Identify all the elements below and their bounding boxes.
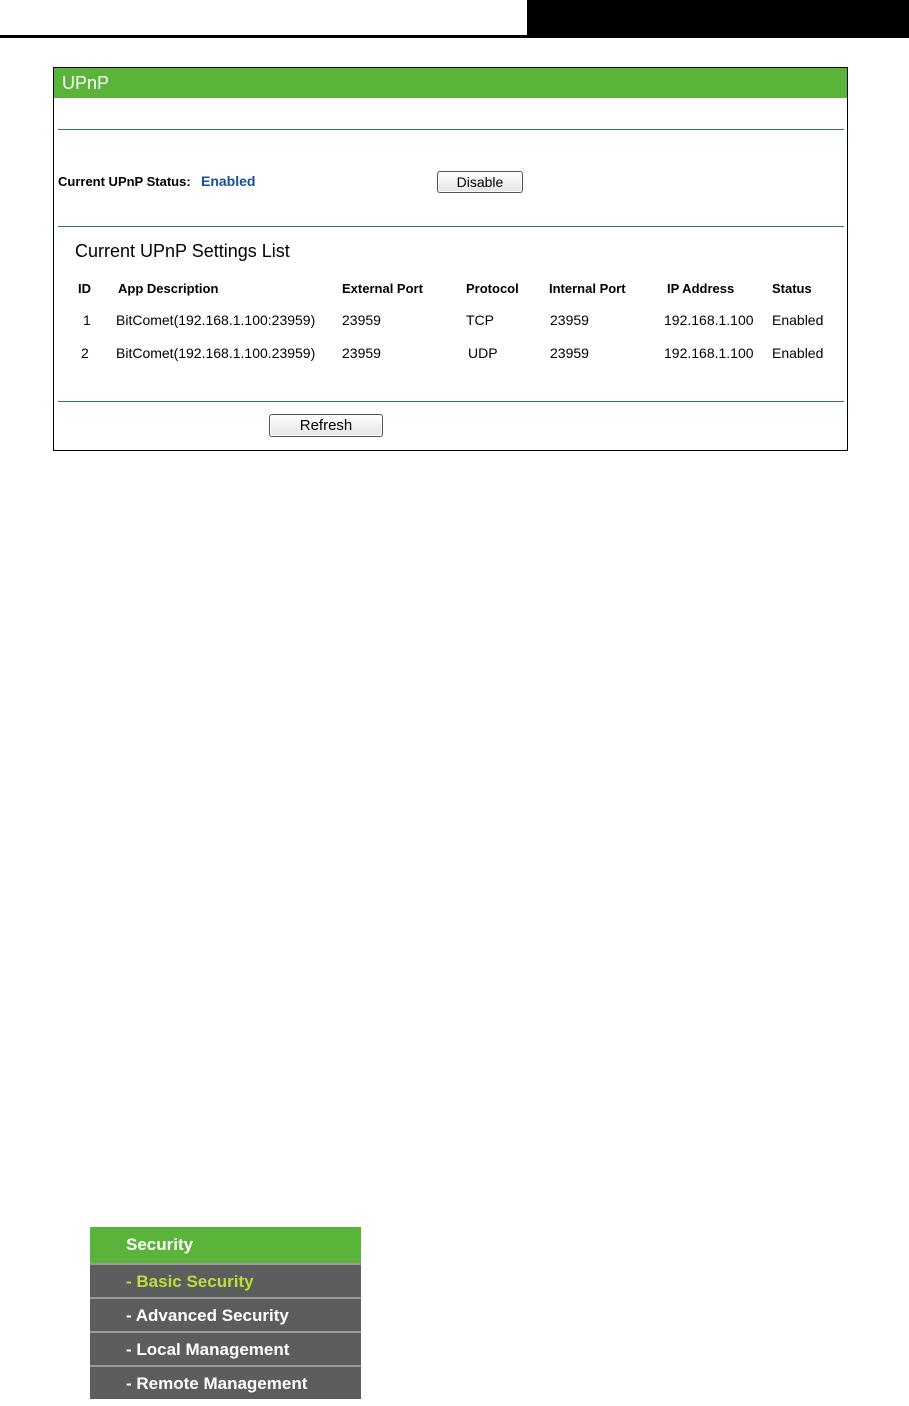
cell-protocol: TCP bbox=[466, 312, 494, 328]
cell-status: Enabled bbox=[772, 345, 824, 361]
column-header-id: ID bbox=[78, 281, 91, 296]
menu-item-remote-management[interactable]: - Remote Management bbox=[90, 1365, 361, 1399]
security-menu bbox=[90, 1227, 361, 1399]
upnp-panel bbox=[53, 67, 848, 451]
cell-app-description: BitComet(192.168.1.100.23959) bbox=[116, 345, 316, 361]
disable-button[interactable]: Disable bbox=[437, 171, 523, 193]
cell-internal-port: 23959 bbox=[550, 345, 589, 361]
refresh-button[interactable]: Refresh bbox=[269, 414, 383, 437]
panel-title: UPnP bbox=[54, 68, 847, 98]
column-header-external-port: External Port bbox=[342, 281, 423, 296]
cell-external-port: 23959 bbox=[342, 345, 381, 361]
divider bbox=[58, 226, 844, 227]
cell-app-description: BitComet(192.168.1.100:23959) bbox=[116, 312, 316, 328]
cell-status: Enabled bbox=[772, 312, 824, 328]
column-header-protocol: Protocol bbox=[466, 281, 519, 296]
header-black-bar bbox=[527, 0, 909, 38]
divider bbox=[58, 129, 844, 130]
column-header-internal-port: Internal Port bbox=[549, 281, 626, 296]
column-header-app-description: App Description bbox=[118, 281, 219, 296]
cell-external-port: 23959 bbox=[342, 312, 381, 328]
menu-title-security[interactable]: Security bbox=[90, 1227, 361, 1263]
cell-internal-port: 23959 bbox=[550, 312, 589, 328]
settings-list-title: Current UPnP Settings List bbox=[75, 241, 290, 261]
column-header-status: Status bbox=[772, 281, 812, 296]
cell-id: 1 bbox=[83, 312, 91, 328]
cell-ip-address: 192.168.1.100 bbox=[664, 345, 754, 361]
header-rule bbox=[0, 35, 909, 38]
cell-id: 2 bbox=[81, 345, 89, 361]
menu-item-local-management[interactable]: - Local Management bbox=[90, 1331, 361, 1365]
menu-item-advanced-security[interactable]: - Advanced Security bbox=[90, 1297, 361, 1331]
upnp-status-value: Enabled bbox=[201, 173, 256, 189]
cell-protocol: UDP bbox=[468, 345, 498, 361]
divider bbox=[58, 401, 844, 402]
menu-item-basic-security[interactable]: - Basic Security bbox=[90, 1263, 361, 1297]
cell-ip-address: 192.168.1.100 bbox=[664, 312, 754, 328]
column-header-ip-address: IP Address bbox=[667, 281, 735, 296]
upnp-status-label: Current UPnP Status: bbox=[58, 174, 191, 189]
